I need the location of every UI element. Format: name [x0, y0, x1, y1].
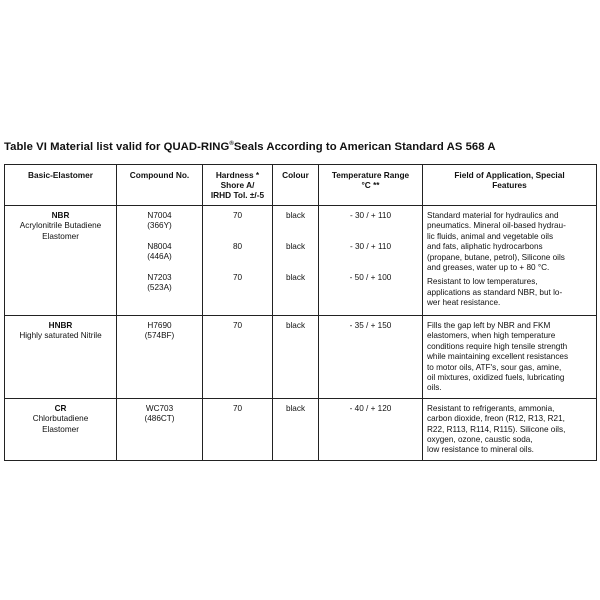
hardness-cell: 70 80 70	[203, 206, 273, 316]
material-table	[4, 164, 597, 461]
temperature-cell: - 35 / + 150	[319, 316, 423, 399]
table-caption	[4, 141, 596, 153]
registered-mark: ®	[229, 141, 234, 147]
elastomer-cell: CR Chlorbutadiene Elastomer	[5, 398, 117, 460]
header-temperature: Temperature Range °C **	[319, 165, 423, 206]
table-row	[5, 398, 597, 460]
header-field: Field of Application, Special Features	[423, 165, 597, 206]
hardness-cell: 70	[203, 316, 273, 399]
colour-cell: black black black	[273, 206, 319, 316]
compound-cell: H7690 (574BF)	[117, 316, 203, 399]
compound-cell: WC703 (486CT)	[117, 398, 203, 460]
elastomer-cell: NBR Acrylonitrile Butadiene Elastomer	[5, 206, 117, 316]
field-cell: Standard material for hydraulics and pneumatics. Mineral oil-based hydrau- lic fluids, animal and vegetable oils and fats, aliphatic hydrocarbons (propane, butane, petrol), Silicone oils and greases, water up to + 80 °C. Resistant to low temperatures, applications as standard NBR, but lo- wer heat resistance.	[423, 206, 597, 316]
table-caption-suffix: Seals According to American Standard AS 568 A	[233, 141, 496, 153]
table-caption-prefix: Table VI Material list valid for QUAD-RING	[4, 141, 230, 153]
elastomer-name: HNBR	[48, 321, 73, 330]
header-colour: Colour	[273, 165, 319, 206]
header-compound: Compound No.	[117, 165, 203, 206]
elastomer-name: CR	[54, 403, 67, 413]
header-hardness: Hardness * Shore A/ IRHD Tol. ±/-5	[203, 165, 273, 206]
elastomer-cell: HNBR Highly saturated Nitrile	[5, 316, 117, 399]
elastomer-name: NBR	[51, 211, 70, 220]
table-row	[5, 316, 597, 399]
table-row	[5, 206, 597, 316]
field-cell: Fills the gap left by NBR and FKM elastomers, when high temperature conditions require high tensile strength while maintaining excellent resistances to motor oils, ATF's, sour gas, amine, oil mixtures, oxidized fuels, lubricating oils.	[423, 316, 597, 399]
header-row	[5, 165, 597, 206]
hardness-cell: 70	[203, 398, 273, 460]
temperature-cell: - 40 / + 120	[319, 398, 423, 460]
colour-cell: black	[273, 398, 319, 460]
header-elastomer: Basic-Elastomer	[5, 165, 117, 206]
compound-cell: N7004 (366Y) N8004 (446A) N7203 (523A)	[117, 206, 203, 316]
temperature-cell: - 30 / + 110 - 30 / + 110 - 50 / + 100	[319, 206, 423, 316]
colour-cell: black	[273, 316, 319, 399]
field-cell: Resistant to refrigerants, ammonia, carbon dioxide, freon (R12, R13, R21, R22, R113, R114, R115). Silicone oils, oxygen, ozone, caustic soda, low resistance to mineral oils.	[423, 398, 597, 460]
